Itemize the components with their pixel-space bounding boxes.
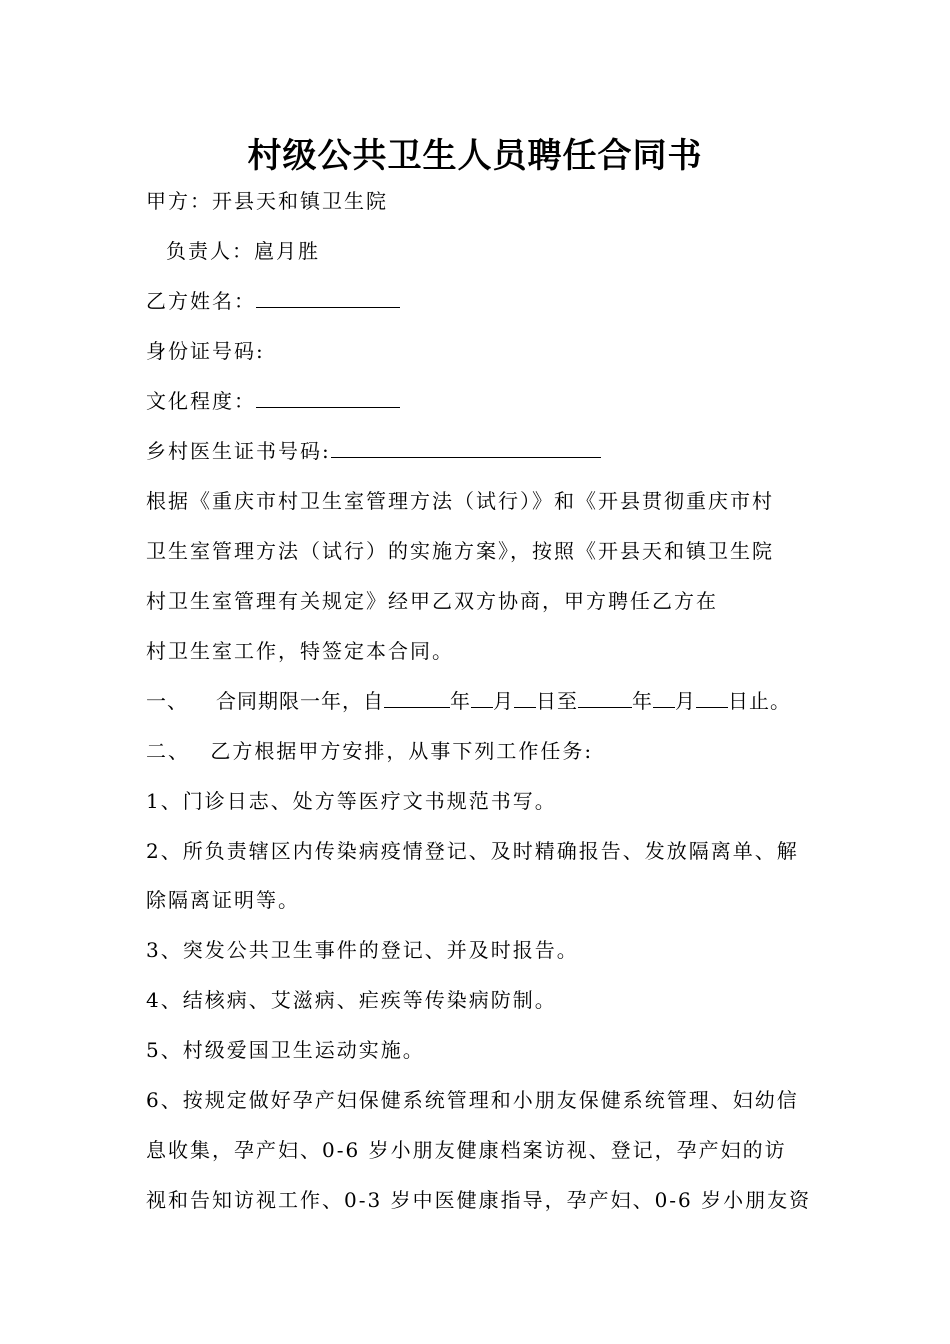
- item-6-line-2: 息收集，孕产妇、0-6 岁小朋友健康档案访视、登记，孕产妇的访: [146, 1138, 787, 1162]
- intro-line-4: 村卫生室工作，特签定本合同。: [146, 639, 454, 663]
- id-number-line: 身份证号码:: [146, 339, 265, 363]
- month-label-2: 月: [675, 689, 696, 713]
- day-to-label: 日至: [536, 689, 578, 713]
- item-3: 3、突发公共卫生事件的登记、并及时报告。: [146, 938, 579, 962]
- clause-number: 一、: [146, 689, 188, 713]
- intro-line-3: 村卫生室管理有关规定》经甲乙双方协商，甲方聘任乙方在: [146, 589, 718, 613]
- start-month-blank[interactable]: [471, 687, 493, 708]
- year-label-2: 年: [632, 689, 653, 713]
- clause-term-line: [146, 687, 791, 715]
- item-4: 4、结核病、艾滋病、疟疾等传染病防制。: [146, 988, 557, 1012]
- day-end-label: 日止。: [728, 689, 791, 713]
- clause-term-text: 合同期限一年，自: [216, 689, 384, 713]
- party-b-name-line: [146, 287, 400, 315]
- clause-duties-line: 二、 乙方根据甲方安排，从事下列工作任务:: [146, 739, 594, 763]
- education-blank[interactable]: [256, 387, 400, 408]
- start-day-blank[interactable]: [514, 687, 536, 708]
- item-5: 5、村级爱国卫生运动实施。: [146, 1038, 425, 1062]
- certificate-label: 乡村医生证书号码:: [146, 439, 331, 463]
- certificate-blank[interactable]: [331, 437, 601, 458]
- item-6-line-1: 6、按规定做好孕产妇保健系统管理和小朋友保健系统管理、妇幼信: [146, 1088, 799, 1112]
- education-label: 文化程度：: [146, 389, 256, 413]
- party-b-name-blank[interactable]: [256, 287, 400, 308]
- start-year-blank[interactable]: [384, 687, 450, 708]
- document-title: 村级公共卫生人员聘任合同书: [247, 136, 703, 176]
- item-1: 1、门诊日志、处方等医疗文书规范书写。: [146, 789, 557, 813]
- certificate-line: [146, 437, 601, 465]
- item-2-line-2: 除隔离证明等。: [146, 888, 300, 912]
- month-label: 月: [493, 689, 514, 713]
- end-year-blank[interactable]: [578, 687, 632, 708]
- intro-line-1: 根据《重庆市村卫生室管理方法（试行）》和《开县贯彻重庆市村: [146, 489, 774, 513]
- person-in-charge-line: 负责人：扈月胜: [166, 239, 320, 263]
- end-month-blank[interactable]: [653, 687, 675, 708]
- item-2-line-1: 2、所负责辖区内传染病疫情登记、及时精确报告、发放隔离单、解: [146, 839, 799, 863]
- party-a-line: 甲方：开县天和镇卫生院: [146, 189, 388, 213]
- education-line: [146, 387, 400, 415]
- end-day-blank[interactable]: [696, 687, 728, 708]
- item-6-line-3: 视和告知访视工作、0-3 岁中医健康指导，孕产妇、0-6 岁小朋友资: [146, 1188, 812, 1212]
- party-b-name-label: 乙方姓名：: [146, 289, 256, 313]
- intro-line-2: 卫生室管理方法（试行）的实施方案》，按照《开县天和镇卫生院: [146, 539, 774, 563]
- year-label: 年: [450, 689, 471, 713]
